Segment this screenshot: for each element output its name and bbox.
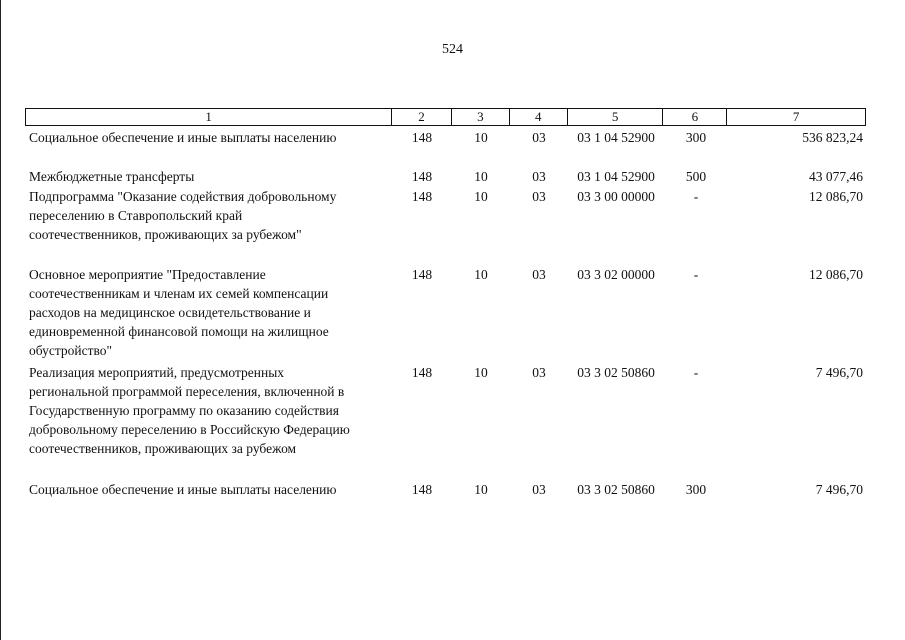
cell-col-3: 10 [474,130,488,145]
row-name-line: Межбюджетные трансферты [29,169,195,184]
cell-col-7: 12 086,70 [809,189,863,204]
cell-col-2: 148 [411,189,433,204]
row-name-cell [29,265,389,360]
cell-col-3: 10 [474,267,488,282]
row-name-cell [29,363,389,458]
header-col-3: 3 [452,109,510,125]
cell-col-3: 10 [474,189,488,204]
table-header-row [25,108,866,126]
cell-col-5: 03 3 00 00000 [577,189,655,204]
header-col-4: 4 [510,109,568,125]
header-col-6: 6 [663,109,727,125]
cell-col-4: 03 [532,130,546,145]
page-number: 524 [442,42,463,57]
cell-col-4: 03 [532,189,546,204]
cell-col-7: 536 823,24 [802,130,863,145]
cell-col-6: - [693,365,699,380]
cell-col-6: 300 [685,482,707,497]
cell-col-2: 148 [411,130,433,145]
cell-col-6: 300 [685,130,707,145]
row-name-line: Подпрограмма "Оказание содействия добровольному [29,189,337,204]
cell-col-7: 7 496,70 [815,365,863,380]
cell-col-5: 03 1 04 52900 [577,130,655,145]
row-name-line: соотечественникам и членам их семей компенсации [29,286,329,301]
row-name-line: соотечественников, проживающих за рубежом" [29,227,302,242]
cell-col-6: 500 [685,169,707,184]
header-col-2: 2 [392,109,452,125]
row-name-line: расходов на медицинское освидетельствование и [29,305,311,320]
cell-col-4: 03 [532,267,546,282]
cell-col-2: 148 [411,365,433,380]
row-name-cell [29,167,389,186]
row-name-cell [29,187,389,244]
cell-col-4: 03 [532,365,546,380]
cell-col-7: 12 086,70 [809,267,863,282]
row-name-line: Социальное обеспечение и иные выплаты населению [29,130,337,145]
cell-col-3: 10 [474,365,488,380]
cell-col-4: 03 [532,482,546,497]
cell-col-6: - [693,189,699,204]
cell-col-5: 03 3 02 50860 [577,482,655,497]
cell-col-7: 43 077,46 [809,169,863,184]
cell-col-6: - [693,267,699,282]
row-name-line: региональной программой переселения, включенной в [29,384,345,399]
header-col-1: 1 [26,109,392,125]
row-name-cell [29,128,389,147]
cell-col-2: 148 [411,169,433,184]
header-col-7: 7 [792,109,800,124]
cell-col-3: 10 [474,482,488,497]
cell-col-5: 03 1 04 52900 [577,169,655,184]
row-name-line: обустройство" [29,343,113,358]
left-margin-line [0,0,1,640]
cell-col-2: 148 [411,482,433,497]
row-name-line: Государственную программу по оказанию содействия [29,403,339,418]
cell-col-5: 03 3 02 50860 [577,365,655,380]
header-col-5: 5 [568,109,664,125]
row-name-line: Основное мероприятие "Предоставление [29,267,266,282]
cell-col-3: 10 [474,169,488,184]
row-name-line: переселению в Ставропольский край [29,208,243,223]
cell-col-5: 03 3 02 00000 [577,267,655,282]
cell-col-7: 7 496,70 [815,482,863,497]
row-name-line: соотечественников, проживающих за рубежом [29,441,297,456]
row-name-cell [29,480,389,499]
row-name-line: добровольному переселению в Российскую Федерацию [29,422,350,437]
cell-col-2: 148 [411,267,433,282]
row-name-line: Реализация мероприятий, предусмотренных [29,365,285,380]
cell-col-4: 03 [532,169,546,184]
row-name-line: единовременной финансовой помощи на жилищное [29,324,329,339]
row-name-line: Социальное обеспечение и иные выплаты населению [29,482,337,497]
